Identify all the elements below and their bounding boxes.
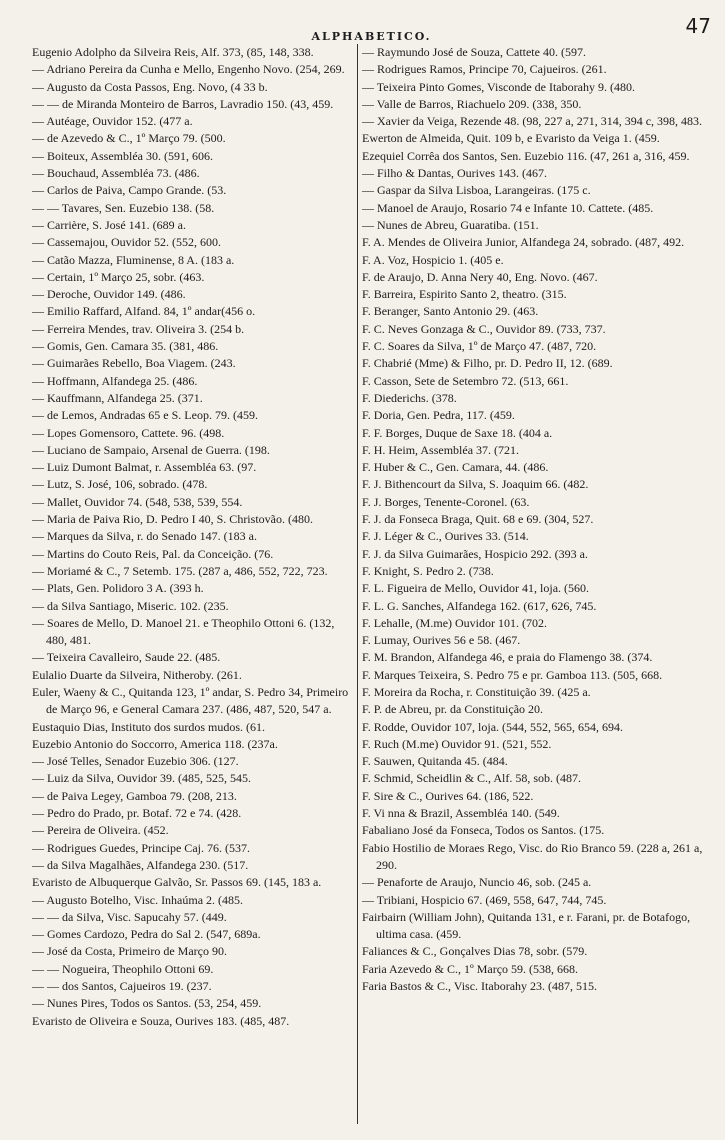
directory-entry: Eustaquio Dias, Instituto dos surdos mudos. (61. xyxy=(32,719,265,734)
directory-entry: F. H. Heim, Assembléa 37. (721. xyxy=(362,442,520,457)
directory-entry: Euzebio Antonio do Soccorro, America 118. (237a. xyxy=(32,736,278,751)
directory-entry: — Pedro do Prado, pr. Botaf. 72 e 74. (428. xyxy=(32,806,242,821)
directory-entry: F. A. Mendes de Oliveira Junior, Alfandega 24, sobrado. (487, 492. xyxy=(362,235,685,250)
directory-entry: — Hoffmann, Alfandega 25. (486. xyxy=(32,373,198,388)
directory-entry: — Raymundo José de Souza, Cattete 40. (597. xyxy=(362,45,586,59)
directory-entry: F. J. Léger & C., Ourives 33. (514. xyxy=(362,529,529,544)
directory-entry: — Maria de Paiva Rio, D. Pedro I 40, S. Christovão. (480. xyxy=(32,512,313,527)
directory-entry: — Ferreira Mendes, trav. Oliveira 3. (254 b. xyxy=(32,321,245,336)
directory-entry: — José da Costa, Primeiro de Março 90. xyxy=(32,944,227,959)
directory-entry: F. Barreira, Espirito Santo 2, theatro. (315. xyxy=(362,287,567,302)
directory-entry: Ewerton de Almeida, Quit. 109 b, e Evaristo da Veiga 1. (459. xyxy=(362,131,660,146)
directory-entry: F. Marques Teixeira, S. Pedro 75 e pr. Gamboa 113. (505, 668. xyxy=(362,667,663,682)
right-column xyxy=(362,44,712,995)
directory-entry: — Gaspar da Silva Lisboa, Larangeiras. (175 c. xyxy=(362,183,591,198)
directory-entry: F. L. Figueira de Mello, Ouvidor 41, loja. (560. xyxy=(362,581,590,596)
column-divider xyxy=(357,44,358,1124)
directory-entry: — Martins do Couto Reis, Pal. da Conceição. (76. xyxy=(32,546,274,561)
directory-entry: F. Vi nna & Brazil, Assembléa 140. (549. xyxy=(362,806,560,821)
directory-entry: — Guimarães Rebello, Boa Viagem. (243. xyxy=(32,356,236,371)
directory-entry: — Carrière, S. José 141. (689 a. xyxy=(32,217,186,232)
directory-entry: Faliances & C., Gonçalves Dias 78, sobr. (579. xyxy=(362,944,588,959)
directory-entry: F. Lumay, Ourives 56 e 58. (467. xyxy=(362,633,521,648)
directory-entry: F. Sauwen, Quitanda 45. (484. xyxy=(362,754,508,769)
directory-entry: F. Doria, Gen. Pedra, 117. (459. xyxy=(362,408,515,423)
directory-entry: — de Paiva Legey, Gamboa 79. (208, 213. xyxy=(32,788,237,803)
directory-entry: Eulalio Duarte da Silveira, Nitheroby. (261. xyxy=(32,667,242,682)
directory-entry: — Teixeira Cavalleiro, Saude 22. (485. xyxy=(32,650,221,665)
directory-entry: — Bouchaud, Assembléa 73. (486. xyxy=(32,166,200,181)
directory-entry: Evaristo de Oliveira e Souza, Ourives 183. (485, 487. xyxy=(32,1013,290,1028)
directory-entry: F. P. de Abreu, pr. da Constituição 20. xyxy=(362,702,544,717)
directory-entry: — Kauffmann, Alfandega 25. (371. xyxy=(32,390,203,405)
directory-entry: — Nunes de Abreu, Guaratiba. (151. xyxy=(362,217,539,232)
directory-entry: F. C. Neves Gonzaga & C., Ouvidor 89. (733, 737. xyxy=(362,321,606,336)
directory-entry: Euler, Waeny & C., Quitanda 123, 1º andar, S. Pedro 34, Primeiro de Março 96, e General Camara 237. (486, 487, 520, 547 a. xyxy=(32,684,349,717)
directory-entry: — Xavier da Veiga, Rezende 48. (98, 227 a, 271, 314, 394 c, 398, 483. xyxy=(362,114,703,129)
directory-entry: Fairbairn (William John), Quitanda 131, e r. Farani, pr. de Botafogo, ultima casa. (459. xyxy=(362,909,691,942)
directory-entry: — — da Silva, Visc. Sapucahy 57. (449. xyxy=(32,909,227,924)
directory-entry: — Valle de Barros, Riachuelo 209. (338, 350. xyxy=(362,96,582,111)
directory-entry: — — Tavares, Sen. Euzebio 138. (58. xyxy=(32,200,215,215)
directory-entry: — — Nogueira, Theophilo Ottoni 69. xyxy=(32,961,214,976)
directory-entry: F. Knight, S. Pedro 2. (738. xyxy=(362,563,494,578)
directory-entry: F. J. Borges, Tenente-Coronel. (63. xyxy=(362,494,530,509)
directory-entry: — Cassemajou, Ouvidor 52. (552, 600. xyxy=(32,235,221,250)
directory-entry: F. M. Brandon, Alfandega 46, e praia do Flamengo 38. (374. xyxy=(362,650,653,665)
directory-entry: — Nunes Pires, Todos os Santos. (53, 254, 459. xyxy=(32,996,262,1011)
directory-entry: — — de Miranda Monteiro de Barros, Lavradio 150. (43, 459. xyxy=(32,96,334,111)
directory-entry: Faria Bastos & C., Visc. Itaborahy 23. (487, 515. xyxy=(362,979,598,994)
directory-entry: — — dos Santos, Cajueiros 19. (237. xyxy=(32,979,212,994)
directory-entry: Eugenio Adolpho da Silveira Reis, Alf. 373, (85, 148, 338. xyxy=(32,45,314,59)
page-number: 47 xyxy=(685,14,711,38)
directory-entry: — Plats, Gen. Polidoro 3 A. (393 h. xyxy=(32,581,204,596)
directory-entry: F. Schmid, Scheidlin & C., Alf. 58, sob. (487. xyxy=(362,771,582,786)
directory-entry: — Moriamé & C., 7 Setemb. 175. (287 a, 486, 552, 722, 723. xyxy=(32,563,328,578)
directory-entry: F. J. da Silva Guimarães, Hospicio 292. (393 a. xyxy=(362,546,589,561)
directory-entry: — Teixeira Pinto Gomes, Visconde de Itaborahy 9. (480. xyxy=(362,79,635,94)
directory-entry: F. Rodde, Ouvidor 107, loja. (544, 552, 565, 654, 694. xyxy=(362,719,624,734)
directory-entry: — Carlos de Paiva, Campo Grande. (53. xyxy=(32,183,227,198)
directory-entry: — da Silva Santiago, Miseric. 102. (235. xyxy=(32,598,229,613)
directory-entry: — Soares de Mello, D. Manoel 21. e Theophilo Ottoni 6. (132, 480, 481. xyxy=(32,615,335,648)
directory-entry: — Adriano Pereira da Cunha e Mello, Engenho Novo. (254, 269. xyxy=(32,62,345,77)
directory-entry: — Certain, 1º Março 25, sobr. (463. xyxy=(32,269,205,284)
directory-entry: F. de Araujo, D. Anna Nery 40, Eng. Novo. (467. xyxy=(362,269,598,284)
directory-entry: — Manoel de Araujo, Rosario 74 e Infante 10. Cattete. (485. xyxy=(362,200,654,215)
directory-entry: Fabaliano José da Fonseca, Todos os Santos. (175. xyxy=(362,823,605,838)
directory-entry: — Boiteux, Assembléa 30. (591, 606. xyxy=(32,148,213,163)
directory-entry: — Tribiani, Hospicio 67. (469, 558, 647, 744, 745. xyxy=(362,892,607,907)
directory-entry: — Luiz da Silva, Ouvidor 39. (485, 525, 545. xyxy=(32,771,251,786)
directory-entry: — José Telles, Senador Euzebio 306. (127. xyxy=(32,754,239,769)
directory-entry: — Marques da Silva, r. do Senado 147. (183 a. xyxy=(32,529,257,544)
directory-entry: — Lutz, S. José, 106, sobrado. (478. xyxy=(32,477,208,492)
directory-entry: F. Chabrié (Mme) & Filho, pr. D. Pedro II, 12. (689. xyxy=(362,356,613,371)
directory-entry: — Autéage, Ouvidor 152. (477 a. xyxy=(32,114,193,129)
directory-entry: — Catão Mazza, Fluminense, 8 A. (183 a. xyxy=(32,252,235,267)
directory-entry: — Deroche, Ouvidor 149. (486. xyxy=(32,287,186,302)
directory-entry: — Filho & Dantas, Ourives 143. (467. xyxy=(362,166,547,181)
directory-entry: — Penaforte de Araujo, Nuncio 46, sob. (245 a. xyxy=(362,875,592,890)
directory-entry: F. C. Soares da Silva, 1º de Março 47. (487, 720. xyxy=(362,339,597,354)
directory-entry: F. Beranger, Santo Antonio 29. (463. xyxy=(362,304,539,319)
directory-entry: — Luiz Dumont Balmat, r. Assembléa 63. (97. xyxy=(32,460,257,475)
directory-entry: — Rodrigues Guedes, Principe Caj. 76. (537. xyxy=(32,840,250,855)
directory-entry: F. Sire & C., Ourives 64. (186, 522. xyxy=(362,788,534,803)
directory-entry: — Gomes Cardozo, Pedra do Sal 2. (547, 689a. xyxy=(32,927,261,942)
directory-entry: Faria Azevedo & C., 1º Março 59. (538, 668. xyxy=(362,961,579,976)
directory-entry: — da Silva Magalhães, Alfandega 230. (517. xyxy=(32,857,249,872)
directory-entry: F. Diederichs. (378. xyxy=(362,390,457,405)
directory-entry: F. Huber & C., Gen. Camara, 44. (486. xyxy=(362,460,549,475)
directory-entry: — Gomis, Gen. Camara 35. (381, 486. xyxy=(32,339,219,354)
page-header xyxy=(30,4,713,44)
directory-entry: — de Lemos, Andradas 65 e S. Leop. 79. (459. xyxy=(32,408,258,423)
directory-entry: F. Casson, Sete de Setembro 72. (513, 661. xyxy=(362,373,569,388)
directory-entry: — Lopes Gomensoro, Cattete. 96. (498. xyxy=(32,425,225,440)
directory-entry: — de Azevedo & C., 1º Março 79. (500. xyxy=(32,131,226,146)
directory-entry: Ezequiel Corrêa dos Santos, Sen. Euzebio 116. (47, 261 a, 316, 459. xyxy=(362,148,690,163)
directory-entry: F. Lehalle, (M.me) Ouvidor 101. (702. xyxy=(362,615,548,630)
directory-entry: F. Moreira da Rocha, r. Constituição 39. (425 a. xyxy=(362,684,591,699)
directory-entry: — Augusto da Costa Passos, Eng. Novo, (4 33 b. xyxy=(32,79,268,94)
directory-entry: F. L. G. Sanches, Alfandega 162. (617, 626, 745. xyxy=(362,598,597,613)
directory-entry: F. F. Borges, Duque de Saxe 18. (404 a. xyxy=(362,425,553,440)
left-column xyxy=(32,44,354,1030)
directory-entry: — Luciano de Sampaio, Arsenal de Guerra. (198. xyxy=(32,442,270,457)
directory-entry: — Emilio Raffard, Alfand. 84, 1º andar(456 o. xyxy=(32,304,256,319)
directory-entry: F. J. da Fonseca Braga, Quit. 68 e 69. (304, 527. xyxy=(362,512,594,527)
directory-entry: Evaristo de Albuquerque Galvão, Sr. Passos 69. (145, 183 a. xyxy=(32,875,322,890)
directory-entry: — Augusto Botelho, Visc. Inhaúma 2. (485. xyxy=(32,892,244,907)
directory-entry: Fabio Hostilio de Moraes Rego, Visc. do Rio Branco 59. (228 a, 261 a, 290. xyxy=(362,840,703,872)
directory-entry: — Mallet, Ouvidor 74. (548, 538, 539, 554. xyxy=(32,494,243,509)
directory-entry: — Pereira de Oliveira. (452. xyxy=(32,823,169,838)
directory-entry: — Rodrigues Ramos, Principe 70, Cajueiros. (261. xyxy=(362,62,607,77)
directory-entry: F. A. Voz, Hospicio 1. (405 e. xyxy=(362,252,504,267)
page-title: ALPHABETICO. xyxy=(311,30,432,43)
directory-entry: F. Ruch (M.me) Ouvidor 91. (521, 552. xyxy=(362,736,552,751)
directory-entry: F. J. Bithencourt da Silva, S. Joaquim 66. (482. xyxy=(362,477,589,492)
